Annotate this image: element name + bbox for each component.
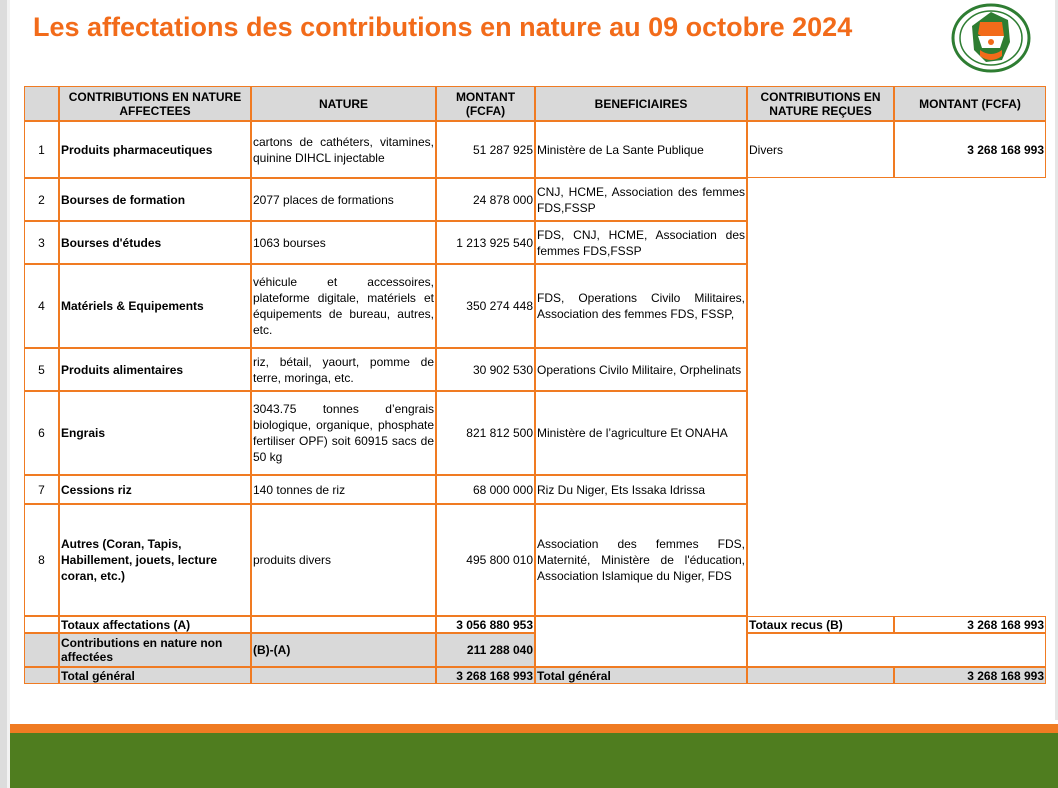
row-beneficiaires: FDS, CNJ, HCME, Association des femmes FDS,FSSP <box>535 221 747 264</box>
row-montant: 24 878 000 <box>436 178 535 221</box>
total-general-row <box>24 667 1046 684</box>
row-montant: 51 287 925 <box>436 121 535 178</box>
left-margin-shadow <box>7 0 10 788</box>
row-beneficiaires: Ministère de La Sante Publique <box>535 121 747 178</box>
row-num: 5 <box>24 348 59 391</box>
row-label: Produits pharmaceutiques <box>59 121 251 178</box>
footer-green-band <box>10 733 1058 788</box>
recues-empty-area <box>747 178 1046 616</box>
row-beneficiaires: Riz Du Niger, Ets Issaka Idrissa <box>535 475 747 504</box>
row-beneficiaires: CNJ, HCME, Association des femmes FDS,FSSP <box>535 178 747 221</box>
row-label: Cessions riz <box>59 475 251 504</box>
row-label: Bourses de formation <box>59 178 251 221</box>
header-montant-recues: MONTANT (FCFA) <box>894 86 1046 121</box>
row-num: 6 <box>24 391 59 475</box>
totals-beneficiaires-empty <box>535 616 747 667</box>
row-nature: cartons de cathéters, vitamines, quinine DIHCL injectable <box>251 121 436 178</box>
recues-label: Divers <box>747 121 894 178</box>
row-num: 7 <box>24 475 59 504</box>
total-general-nature-empty <box>251 667 436 684</box>
totals-nature-empty <box>251 616 436 633</box>
row-label: Autres (Coran, Tapis, Habillement, jouets, lecture coran, etc.) <box>59 504 251 616</box>
row-label: Matériels & Equipements <box>59 264 251 348</box>
row-nature: 140 tonnes de riz <box>251 475 436 504</box>
header-beneficiaires: BENEFICIAIRES <box>535 86 747 121</box>
non-affectees-formula: (B)-(A) <box>251 633 436 667</box>
row-num: 8 <box>24 504 59 616</box>
contributions-table <box>24 86 1046 684</box>
row-num: 4 <box>24 264 59 348</box>
total-general-recues-empty <box>747 667 894 684</box>
totals-affectations-value: 3 056 880 953 <box>436 616 535 633</box>
header-recues: CONTRIBUTIONS EN NATURE REÇUES <box>747 86 894 121</box>
row-beneficiaires: FDS, Operations Civilo Militaires, Association des femmes FDS, FSSP, <box>535 264 747 348</box>
row-montant: 350 274 448 <box>436 264 535 348</box>
row-nature: véhicule et accessoires, plateforme digitale, matériels et équipements de bureau, autres, etc. <box>251 264 436 348</box>
row-montant: 1 213 925 540 <box>436 221 535 264</box>
row-beneficiaires: Operations Civilo Militaire, Orphelinats <box>535 348 747 391</box>
total-general-value-right: 3 268 168 993 <box>894 667 1046 684</box>
totals-affectations-label: Totaux affectations (A) <box>59 616 251 633</box>
table-row <box>24 178 1046 221</box>
row-nature: riz, bétail, yaourt, pomme de terre, moringa, etc. <box>251 348 436 391</box>
row-label: Bourses d'études <box>59 221 251 264</box>
header-montant: MONTANT (FCFA) <box>436 86 535 121</box>
row-label: Engrais <box>59 391 251 475</box>
totals-recus-label: Totaux recus (B) <box>747 616 894 633</box>
row-nature: 1063 bourses <box>251 221 436 264</box>
non-affectees-label: Contributions en nature non affectées <box>59 633 251 667</box>
total-general-label-right: Total général <box>535 667 747 684</box>
left-margin-bar <box>0 0 7 788</box>
total-general-num-empty <box>24 667 59 684</box>
footer-orange-strip <box>10 724 1058 733</box>
row-nature: 2077 places de formations <box>251 178 436 221</box>
row-beneficiaires: Ministère de l’agriculture Et ONAHA <box>535 391 747 475</box>
row-nature: produits divers <box>251 504 436 616</box>
header-nature: NATURE <box>251 86 436 121</box>
totals-num-empty <box>24 616 59 633</box>
totals-recus-value: 3 268 168 993 <box>894 616 1046 633</box>
row-num: 3 <box>24 221 59 264</box>
recues-montant: 3 268 168 993 <box>894 121 1046 178</box>
page-title: Les affectations des contributions en nature au 09 octobre 2024 <box>33 12 853 42</box>
table-row <box>24 121 1046 178</box>
total-general-value: 3 268 168 993 <box>436 667 535 684</box>
non-affectees-value: 211 288 040 <box>436 633 535 667</box>
seal-emblem-icon <box>950 2 1032 74</box>
non-affectees-right-empty <box>747 633 1046 667</box>
row-montant: 821 812 500 <box>436 391 535 475</box>
row-montant: 30 902 530 <box>436 348 535 391</box>
header-num <box>24 86 59 121</box>
totals-row <box>24 616 1046 633</box>
row-montant: 495 800 010 <box>436 504 535 616</box>
row-montant: 68 000 000 <box>436 475 535 504</box>
table-header-row <box>24 86 1046 121</box>
row-nature: 3043.75 tonnes d’engrais biologique, organique, phosphate fertiliser OPF) soit 60915 sacs de 50 kg <box>251 391 436 475</box>
row-label: Produits alimentaires <box>59 348 251 391</box>
row-beneficiaires: Association des femmes FDS, Maternité, Ministère de l'éducation, Association Islamique du Niger, FDS <box>535 504 747 616</box>
row-num: 1 <box>24 121 59 178</box>
non-affectees-num-empty <box>24 633 59 667</box>
total-general-label: Total général <box>59 667 251 684</box>
row-num: 2 <box>24 178 59 221</box>
header-contributions: CONTRIBUTIONS EN NATURE AFFECTEES <box>59 86 251 121</box>
